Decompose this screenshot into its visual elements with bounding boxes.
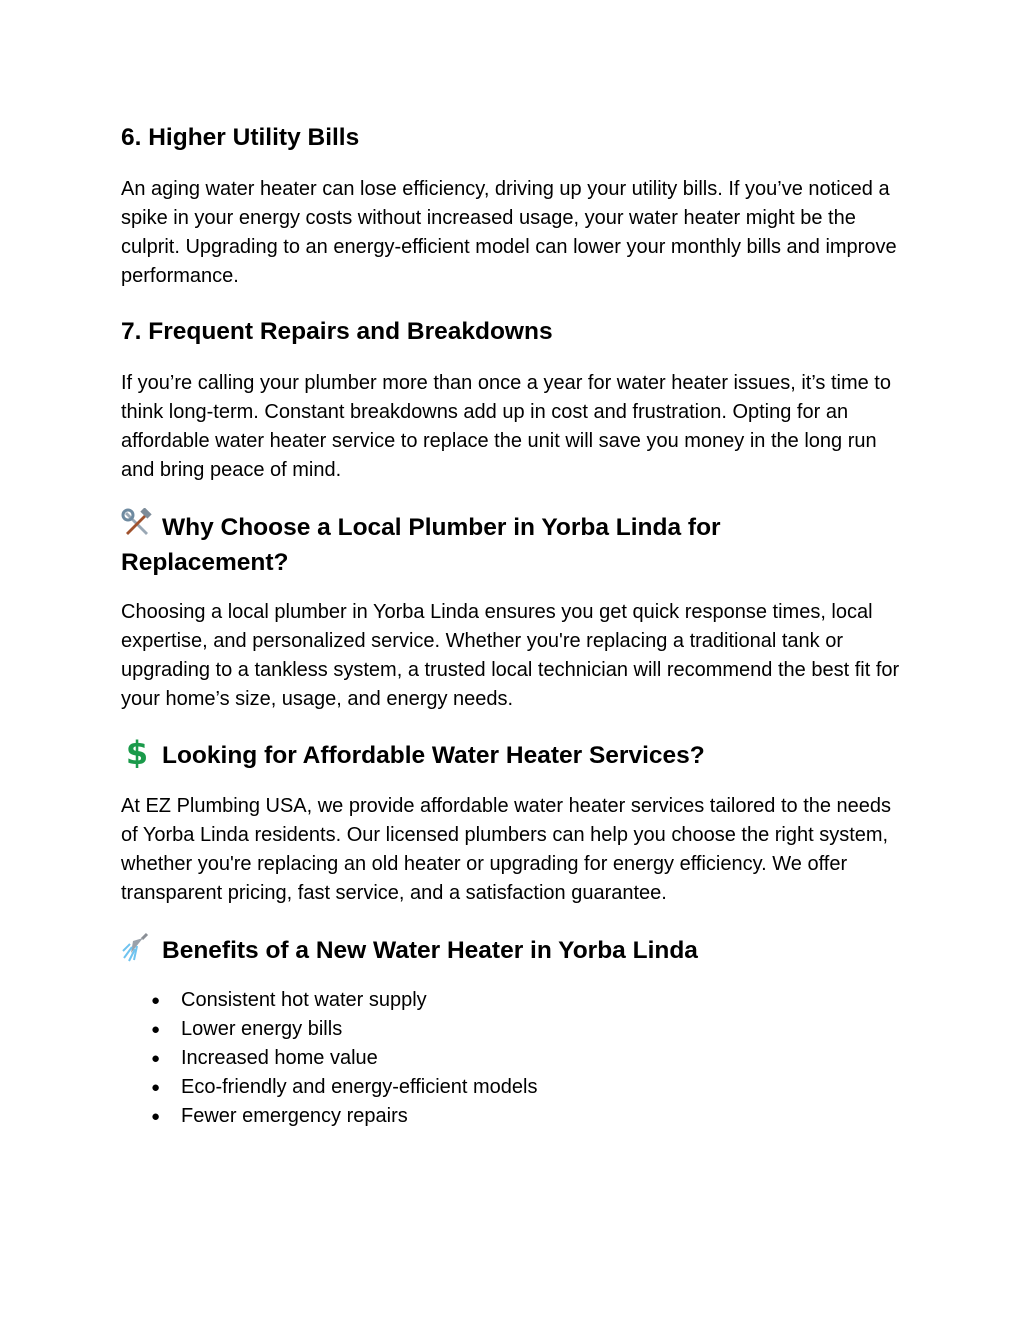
list-item: ● Increased home value (121, 1044, 921, 1073)
paragraph-affordable-services: At EZ Plumbing USA, we provide affordable water heater services tailored to the needs of Yorba Linda residents. Our licensed plumbers can help you choose the right system, whether you're replacing an old heater or upgrading for energy efficiency. We offer transparent pricing, fast service, and a satisfaction guarantee. (121, 795, 892, 904)
benefits-list (121, 986, 921, 1131)
paragraph-local-plumber: Choosing a local plumber in Yorba Linda ensures you get quick response times, local expertise, and personalized service. Whether you're replacing a traditional tank or upgrading to a tankless system, a trusted local technician will recommend the best fit for your home’s size, usage, and energy needs. (121, 601, 900, 710)
paragraph-utility-bills: An aging water heater can lose efficiency, driving up your utility bills. If you’ve noticed a spike in your energy costs without increased usage, your water heater might be the culprit. Upgrading to an energy-efficient model can lower your monthly bills and improve performance. (121, 178, 897, 287)
heading-higher-utility-bills: 6. Higher Utility Bills (121, 124, 360, 151)
svg-text:$: $ (125, 736, 149, 768)
hammer-and-wrench-icon (121, 508, 153, 540)
heading-frequent-repairs: 7. Frequent Repairs and Breakdowns (121, 318, 553, 345)
heading-why-local-plumber (121, 508, 821, 580)
heading-affordable-services (121, 736, 921, 773)
paragraph-frequent-repairs: If you’re calling your plumber more than once a year for water heater issues, it’s time to think long-term. Constant breakdowns add up in cost and frustration. Opting for an affordable water heater service to replace the unit will save you money in the long run and bring peace of mind. (121, 372, 891, 481)
heading-text: Looking for Affordable Water Heater Services? (162, 742, 705, 769)
heading-benefits (121, 931, 921, 968)
shower-icon (121, 931, 153, 963)
list-item: ● Fewer emergency repairs (121, 1102, 921, 1131)
list-item: ● Consistent hot water supply (121, 986, 921, 1015)
list-item: ● Eco-friendly and energy-efficient models (121, 1073, 921, 1102)
heading-text: Why Choose a Local Plumber in Yorba Linda for Replacement? (121, 514, 721, 576)
dollar-sign-icon (121, 736, 153, 768)
heading-text: Benefits of a New Water Heater in Yorba Linda (162, 937, 698, 964)
list-item: ● Lower energy bills (121, 1015, 921, 1044)
